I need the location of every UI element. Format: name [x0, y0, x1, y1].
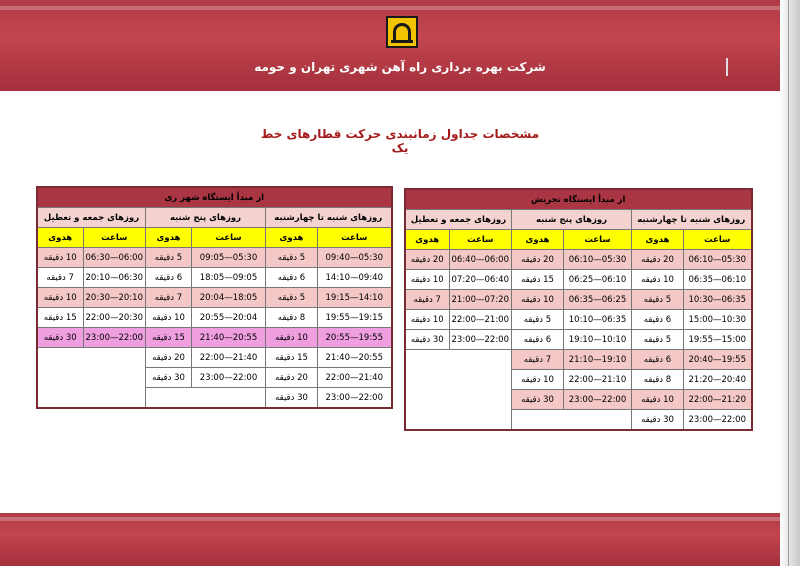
time-cell: 10:10—19:10 — [564, 330, 632, 350]
table-title: از مبدأ ایستگاه شهر ری — [37, 187, 392, 208]
page-title: مشخصات جداول زمانبندی حرکت قطارهای خط یک — [260, 127, 540, 155]
table-row — [37, 328, 392, 348]
table-row — [37, 348, 392, 368]
time-cell: 15:00—19:55 — [684, 330, 752, 350]
table-row — [405, 270, 752, 290]
table-title: از مبدأ ایستگاه تجریش — [405, 189, 752, 210]
time-cell: 20:30—22:00 — [83, 308, 146, 328]
time-cell: 06:35—10:10 — [564, 310, 632, 330]
table-row — [405, 310, 752, 330]
time-column-header: ساعت — [684, 230, 752, 250]
headway-cell: 15 دقیقه — [266, 348, 318, 368]
time-cell: 19:55—20:55 — [318, 328, 392, 348]
empty-cell — [512, 410, 632, 431]
headway-cell: 8 دقیقه — [632, 370, 684, 390]
group-header-friday-holiday: روزهای جمعه و تعطیل — [37, 208, 146, 228]
time-column-header: ساعت — [449, 230, 512, 250]
headway-cell: 10 دقیقه — [512, 290, 564, 310]
headway-cell: 15 دقیقه — [146, 328, 192, 348]
headway-cell: 7 دقیقه — [37, 268, 83, 288]
headway-cell: 20 دقیقه — [266, 368, 318, 388]
time-cell: 05:30—06:10 — [684, 250, 752, 270]
headway-cell: 30 دقیقه — [405, 330, 449, 350]
headway-cell: 5 دقیقه — [512, 310, 564, 330]
headway-cell: 6 دقیقه — [146, 268, 192, 288]
time-cell: 14:10—19:15 — [318, 288, 392, 308]
headway-cell: 10 دقیقه — [37, 288, 83, 308]
time-cell: 06:30—20:10 — [83, 268, 146, 288]
time-cell: 06:00—06:40 — [449, 250, 512, 270]
headway-cell: 30 دقیقه — [632, 410, 684, 431]
time-cell: 20:40—21:20 — [684, 370, 752, 390]
headway-cell: 20 دقیقه — [405, 250, 449, 270]
headway-cell: 10 دقیقه — [146, 308, 192, 328]
headway-cell: 10 دقیقه — [405, 310, 449, 330]
time-cell: 19:55—20:40 — [684, 350, 752, 370]
table-row — [37, 268, 392, 288]
time-cell: 06:00—06:30 — [83, 248, 146, 268]
schedule-table-tajrish — [404, 188, 753, 431]
headway-cell: 6 دقیقه — [632, 310, 684, 330]
time-cell: 06:25—06:35 — [564, 290, 632, 310]
time-cell: 10:30—15:00 — [684, 310, 752, 330]
time-cell: 21:40—22:00 — [318, 368, 392, 388]
time-cell: 21:20—22:00 — [684, 390, 752, 410]
time-cell: 20:55—21:40 — [318, 348, 392, 368]
headway-cell: 15 دقیقه — [37, 308, 83, 328]
time-cell: 21:40—22:00 — [192, 348, 266, 368]
logo-base-shape — [391, 40, 413, 43]
schedule-table-shahr-e-rey — [36, 186, 393, 409]
time-cell: 05:30—06:10 — [564, 250, 632, 270]
headway-cell: 5 دقیقه — [266, 248, 318, 268]
time-cell: 07:20—21:00 — [449, 290, 512, 310]
time-cell: 22:00—23:00 — [684, 410, 752, 431]
time-cell: 20:55—21:40 — [192, 328, 266, 348]
time-cell: 09:05—18:05 — [192, 268, 266, 288]
headway-cell: 10 دقیقه — [632, 270, 684, 290]
table-row — [405, 250, 752, 270]
table-row — [405, 290, 752, 310]
headway-cell: 10 دقیقه — [632, 390, 684, 410]
table-row — [37, 308, 392, 328]
group-header-sat-wed: روزهای شنبه تا چهارشنبه — [266, 208, 392, 228]
time-cell: 05:30—09:05 — [192, 248, 266, 268]
company-name: شرکت بهره برداری راه آهن شهری تهران و حومه — [254, 60, 546, 74]
time-cell: 05:30—09:40 — [318, 248, 392, 268]
time-cell: 09:40—14:10 — [318, 268, 392, 288]
time-cell: 06:35—10:30 — [684, 290, 752, 310]
headway-cell: 30 دقیقه — [37, 328, 83, 348]
headway-column-header: هدوی — [37, 228, 83, 248]
footer-band-shine — [0, 517, 780, 521]
headway-cell: 5 دقیقه — [632, 330, 684, 350]
headway-cell: 5 دقیقه — [632, 290, 684, 310]
time-column-header: ساعت — [192, 228, 266, 248]
empty-block — [405, 350, 512, 431]
time-cell: 19:15—19:55 — [318, 308, 392, 328]
headway-cell: 30 دقیقه — [146, 368, 192, 388]
logo-arch-shape — [393, 23, 411, 41]
empty-cell — [146, 388, 266, 409]
headway-cell: 7 دقیقه — [146, 288, 192, 308]
headway-cell: 6 دقیقه — [266, 268, 318, 288]
headway-cell: 6 دقیقه — [512, 330, 564, 350]
headway-cell: 7 دقیقه — [512, 350, 564, 370]
table-row — [37, 288, 392, 308]
headway-column-header: هدوی — [632, 230, 684, 250]
headway-column-header: هدوی — [405, 230, 449, 250]
metro-logo-icon — [386, 16, 418, 48]
time-cell: 21:10—22:00 — [564, 370, 632, 390]
table-row — [37, 248, 392, 268]
headway-column-header: هدوی — [266, 228, 318, 248]
page-edge-strip — [780, 0, 800, 566]
group-header-thursday: روزهای پنج شنبه — [146, 208, 266, 228]
headway-cell: 8 دقیقه — [266, 308, 318, 328]
headway-cell: 6 دقیقه — [632, 350, 684, 370]
headway-cell: 10 دقیقه — [512, 370, 564, 390]
time-cell: 19:10—21:10 — [564, 350, 632, 370]
time-cell: 22:00—23:00 — [83, 328, 146, 348]
text-cursor-mark — [726, 58, 728, 76]
group-header-thursday: روزهای پنج شنبه — [512, 210, 632, 230]
time-cell: 22:00—23:00 — [564, 390, 632, 410]
time-cell: 22:00—23:00 — [192, 368, 266, 388]
time-column-header: ساعت — [318, 228, 392, 248]
time-cell: 21:00—22:00 — [449, 310, 512, 330]
headway-cell: 10 دقیقه — [37, 248, 83, 268]
table-row — [405, 350, 752, 370]
time-cell: 06:10—06:25 — [564, 270, 632, 290]
headway-cell: 20 دقیقه — [146, 348, 192, 368]
time-column-header: ساعت — [564, 230, 632, 250]
group-header-friday-holiday: روزهای جمعه و تعطیل — [405, 210, 512, 230]
headway-cell: 10 دقیقه — [405, 270, 449, 290]
header-band-shine — [0, 6, 780, 10]
headway-cell: 20 دقیقه — [512, 250, 564, 270]
headway-column-header: هدوی — [146, 228, 192, 248]
time-cell: 22:00—23:00 — [318, 388, 392, 409]
time-cell: 06:10—06:35 — [684, 270, 752, 290]
time-cell: 18:05—20:04 — [192, 288, 266, 308]
time-cell: 20:10—20:30 — [83, 288, 146, 308]
headway-cell: 5 دقیقه — [146, 248, 192, 268]
footer-band — [0, 513, 780, 566]
headway-cell: 20 دقیقه — [632, 250, 684, 270]
headway-cell: 7 دقیقه — [405, 290, 449, 310]
headway-column-header: هدوی — [512, 230, 564, 250]
time-column-header: ساعت — [83, 228, 146, 248]
table-row — [405, 330, 752, 350]
group-header-sat-wed: روزهای شنبه تا چهارشنبه — [632, 210, 752, 230]
headway-cell: 5 دقیقه — [266, 288, 318, 308]
time-cell: 22:00—23:00 — [449, 330, 512, 350]
time-cell: 20:04—20:55 — [192, 308, 266, 328]
headway-cell: 30 دقیقه — [266, 388, 318, 409]
time-cell: 06:40—07:20 — [449, 270, 512, 290]
headway-cell: 15 دقیقه — [512, 270, 564, 290]
empty-block — [37, 348, 146, 409]
page-edge-line — [788, 0, 789, 566]
headway-cell: 30 دقیقه — [512, 390, 564, 410]
headway-cell: 10 دقیقه — [266, 328, 318, 348]
